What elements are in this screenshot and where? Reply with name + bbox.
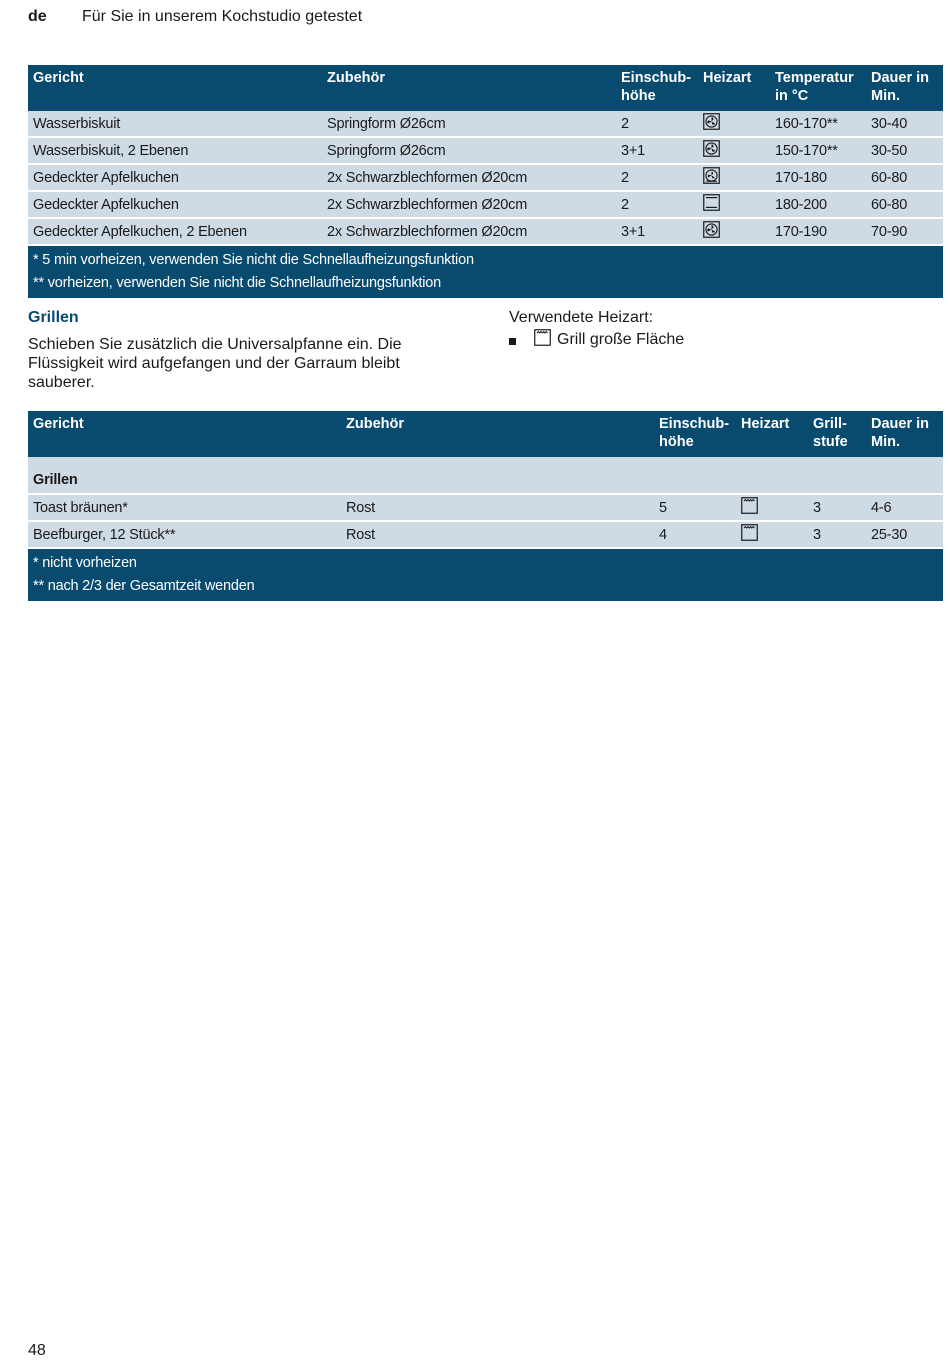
bullet-icon: [509, 338, 516, 345]
table-row: [28, 521, 943, 548]
footnote-row: [28, 271, 943, 298]
footnote-text: * nicht vorheizen: [28, 548, 943, 574]
accessory-cell: Rost: [341, 494, 654, 521]
footnote-text: * 5 min vorheizen, verwenden Sie nicht die Schnellaufheizungsfunktion: [28, 245, 943, 271]
accessory-cell: 2x Schwarzblechformen Ø20cm: [322, 191, 616, 218]
accessory-cell: Springform Ø26cm: [322, 111, 616, 137]
duration-cell: 70-90: [866, 218, 943, 245]
dish-cell: Wasserbiskuit: [28, 111, 322, 137]
grill-large-icon: [741, 524, 758, 546]
footnote-text: ** vorheizen, verwenden Sie nicht die Schnellaufheizungsfunktion: [28, 271, 943, 298]
accessory-cell: 2x Schwarzblechformen Ø20cm: [322, 218, 616, 245]
heat-cell: [736, 521, 808, 548]
table-header-row: [28, 411, 943, 457]
table-row: [28, 137, 943, 164]
heat-cell: [698, 164, 770, 191]
grill-large-icon: [741, 497, 758, 519]
section-text: Schieben Sie zusätzlich die Universalpfanne ein. Die Flüssigkeit wird aufgefangen und der Garraum bleibt sauberer.: [28, 336, 402, 391]
footnote-row: [28, 245, 943, 271]
col-header-level: Einschub- höhe: [616, 65, 698, 111]
heat-cell: [736, 494, 808, 521]
grill-large-icon: [534, 329, 551, 351]
duration-cell: 4-6: [866, 494, 943, 521]
duration-cell: 60-80: [866, 164, 943, 191]
temperature-cell: 180-200: [770, 191, 866, 218]
section-heading: Grillen: [28, 309, 79, 326]
duration-cell: 30-50: [866, 137, 943, 164]
group-row: [28, 457, 943, 494]
col-header-heat: Heizart: [736, 411, 808, 457]
group-label: Grillen: [28, 457, 943, 494]
dish-cell: Gedeckter Apfelkuchen: [28, 164, 322, 191]
heat-cell: [698, 218, 770, 245]
heat-cell: [698, 111, 770, 137]
footnote-row: [28, 548, 943, 574]
grill-level-cell: 3: [808, 521, 866, 548]
accessory-cell: 2x Schwarzblechformen Ø20cm: [322, 164, 616, 191]
dish-cell: Gedeckter Apfelkuchen, 2 Ebenen: [28, 218, 322, 245]
grill-level-cell: 3: [808, 494, 866, 521]
top-bottom-heat-icon: [703, 194, 720, 216]
footnote-text: ** nach 2/3 der Gesamtzeit wenden: [28, 574, 943, 601]
grill-table: [28, 411, 943, 601]
heat-type-item: [509, 329, 684, 351]
col-header-dish: Gericht: [28, 65, 322, 111]
table-row: [28, 111, 943, 137]
level-cell: 2: [616, 164, 698, 191]
hot-air-icon: [703, 140, 720, 162]
heat-type-label: Verwendete Heizart:: [509, 309, 654, 326]
temperature-cell: 170-180: [770, 164, 866, 191]
page-number: 48: [28, 1342, 46, 1359]
dish-cell: Wasserbiskuit, 2 Ebenen: [28, 137, 322, 164]
col-header-accessory: Zubehör: [322, 65, 616, 111]
dish-cell: Beefburger, 12 Stück**: [28, 521, 341, 548]
col-header-temp: Temperatur in °C: [770, 65, 866, 111]
level-cell: 3+1: [616, 137, 698, 164]
level-cell: 4: [654, 521, 736, 548]
accessory-cell: Rost: [341, 521, 654, 548]
temperature-cell: 170-190: [770, 218, 866, 245]
col-header-accessory: Zubehör: [341, 411, 654, 457]
duration-cell: 60-80: [866, 191, 943, 218]
hot-air-eco-icon: [703, 167, 720, 189]
heat-type-name: Grill große Fläche: [557, 331, 685, 348]
temperature-cell: 160-170**: [770, 111, 866, 137]
level-cell: 2: [616, 111, 698, 137]
table-row: [28, 164, 943, 191]
hot-air-icon: [703, 113, 720, 135]
accessory-cell: Springform Ø26cm: [322, 137, 616, 164]
col-header-time: Dauer in Min.: [866, 411, 943, 457]
baking-table: [28, 65, 943, 298]
temperature-cell: 150-170**: [770, 137, 866, 164]
table-header-row: [28, 65, 943, 111]
dish-cell: Gedeckter Apfelkuchen: [28, 191, 322, 218]
level-cell: 5: [654, 494, 736, 521]
col-header-time: Dauer in Min.: [866, 65, 943, 111]
col-header-dish: Gericht: [28, 411, 341, 457]
heat-cell: [698, 191, 770, 218]
col-header-heat: Heizart: [698, 65, 770, 111]
col-header-grill-level: Grill- stufe: [808, 411, 866, 457]
hot-air-icon: [703, 221, 720, 243]
language-code: de: [28, 8, 47, 25]
col-header-level: Einschub- höhe: [654, 411, 736, 457]
duration-cell: 30-40: [866, 111, 943, 137]
table-row: [28, 218, 943, 245]
page-header-title: Für Sie in unserem Kochstudio getestet: [82, 8, 363, 25]
table-row: [28, 191, 943, 218]
table-row: [28, 494, 943, 521]
duration-cell: 25-30: [866, 521, 943, 548]
footnote-row: [28, 574, 943, 601]
dish-cell: Toast bräunen*: [28, 494, 341, 521]
level-cell: 3+1: [616, 218, 698, 245]
heat-cell: [698, 137, 770, 164]
level-cell: 2: [616, 191, 698, 218]
